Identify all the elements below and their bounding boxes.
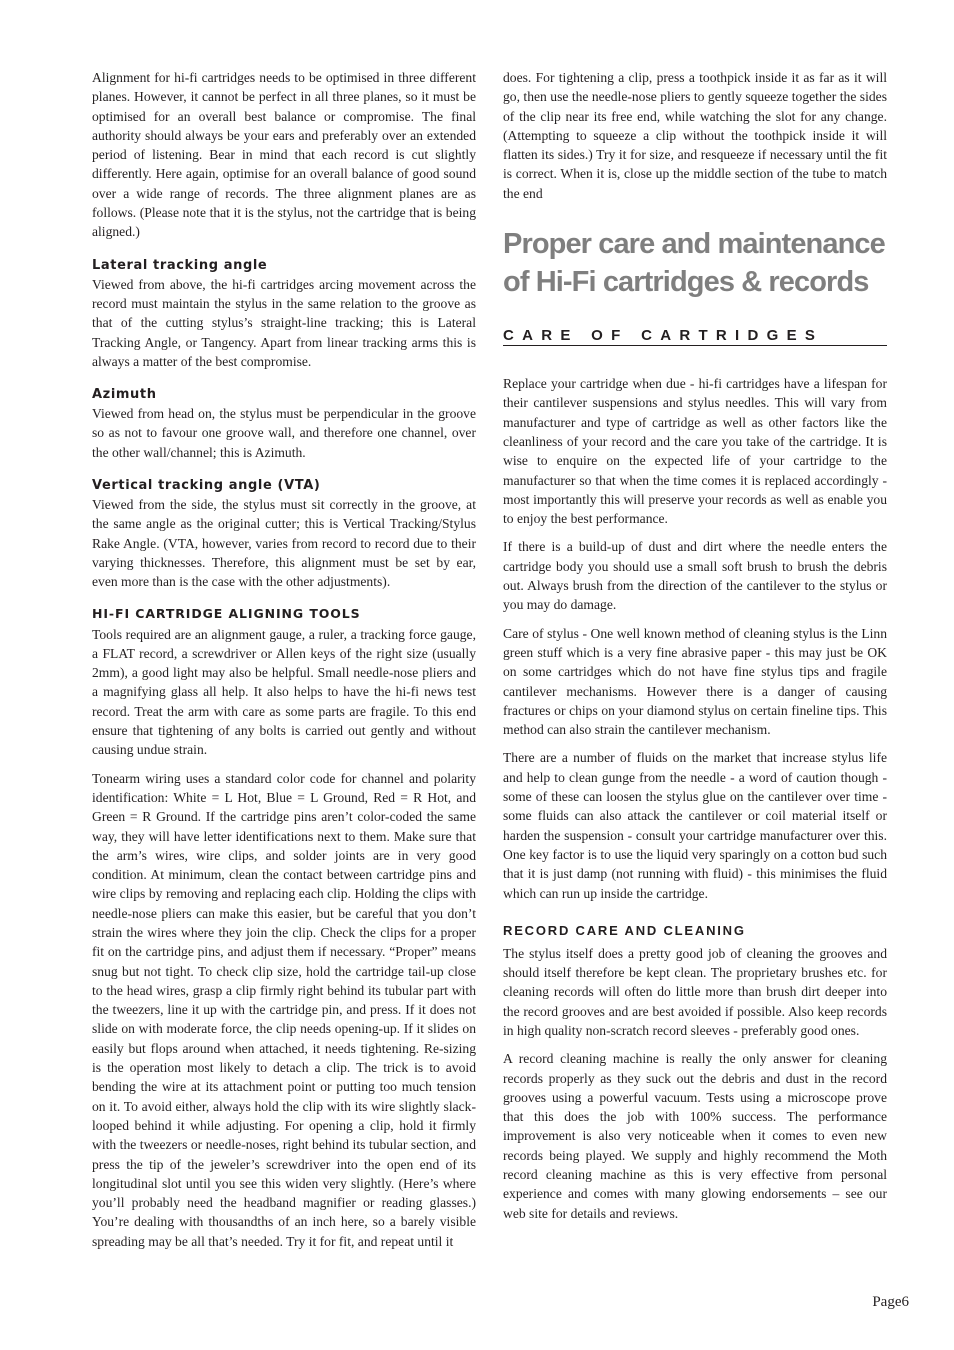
azimuth-paragraph: Viewed from head on, the stylus must be perpendicular in the groove so as not to favour one groove wall, and therefore one channel, over the other wall/channel; this is Azimuth. (92, 406, 476, 460)
record-paragraph-2: A record cleaning machine is really the only answer for cleaning records properly as they suck out the debris and dust in the record grooves using a powerful vacuum. Tests using a microscope prove that this does the job with 100% success. The performance improvement is also very noticeable when it comes to even new records being played. We supply and highly recommend the Moth record cleaning machine as this is very effective from personal experience and comes with many glowing endorsements – see our web site for details and reviews. (503, 1051, 887, 1221)
tools-paragraph: Tools required are an alignment gauge, a ruler, a tracking force gauge, a FLAT record, a screwdriver or Allen keys of the right size (usually 2mm), a good light may also be helpful. Small needle-nose pliers and a magnifying glass all help. It also helps to have the hi-fi news test record. Treat the arm with care as some parts are fragile. To this end ensure that tightening of any bolts is carried out gently and without causing undue strain. (92, 626, 476, 758)
care-paragraph-4: There are a number of fluids on the market that increase stylus life and help to clean gunge from the needle - a word of caution though - some of these can loosen the stylus glue on the cantilever over time - some fluids can also attack the cantilever or coil material itself or harden the suspension - consult your cartridge manufacturer over this. One key factor is to use the liquid very sparingly on a cotton bud such that it is just damp (not running with fluid) - this minimises the fluid which can run up inside the cartridge. (503, 750, 887, 901)
right-column (503, 68, 887, 1232)
intro-paragraph: Alignment for hi-fi cartridges needs to be optimised in three different planes. However, it cannot be perfect in all three planes, so it must be optimised for an overall best balance or compromise. The final authority should always be your ears and preferably over an extended period of listening. Bear in mind that each record is cut slightly differently. Here again, optimise for an overall balance of good sound over a wide range of records. The three alignment planes are as follows. (Please note that it is the stylus, not the cartridge that is being aligned.) (92, 70, 476, 240)
wiring-paragraph: Tonearm wiring uses a standard color code for channel and polarity identification: White = L Hot, Blue = L Ground, Red = R Hot, and Green = R Ground. If the cartridge pins aren’t color-coded the same way, they will have letter identifications next to them. Make sure that the arm’s wires, wire clips, and solder joints are in very good condition. At minimum, clean the contact between cartridge pins and wire clips by removing and replacing each clip. Holding the clips with needle-nose pliers can make this easier, but be careful that you don’t strain the wires where they join the clip. Check the clips for a proper fit on the cartridge pins, and adjust them if necessary. “Proper” means snug but not tight. To check clip size, hold the cartridge tail-up close to the head wires, grasp a clip firmly right behind its tubular part with the tweezers, line it up with the cartridge pin, and press. If it does not slide on with moderate force, the clip needs opening-up. If it slides on easily but flops around when attached, it needs tightening. Re-sizing is the operation most likely to detach a clip. The trick is to avoid bending the wire at its attachment point or putting too much tension on it. To avoid either, always hold the clip with its wire slightly slack-looped behind it while adjusting. For opening a clip, hold it firmly with the tweezers or needle-noses, right behind its tubular section, and press the tip of the jeweler’s screwdriver into the open end of its longitudinal slot until you see this widen very slightly. (Here’s where you’ll probably need the headband magnifier or reading glasses.) You’re dealing with thousandths of an inch here, so a barely visible spreading may be all that’s needed. Try it for fit, and repeat until it (92, 770, 476, 1249)
vta-heading: Vertical tracking angle (VTA) (92, 478, 321, 494)
care-paragraph-2: If there is a build-up of dust and dirt where the needle enters the cartridge body you should use a small soft brush to brush the debris out. Always brush from the direction of the cantilever to the stylus or you may do damage. (503, 539, 887, 613)
section-title: Proper care and maintenance of Hi-Fi cartridges & records (503, 228, 885, 299)
record-paragraph-1: The stylus itself does a pretty good job of cleaning the grooves and should itself therefore be kept clean. The proprietary brushes etc. for cleaning records will often do little more than brush dirt deeper into the record grooves and are best avoided if possible. Also keep records in high quality non-scratch record sleeves - preferably good ones. (503, 945, 887, 1038)
record-heading: RECORD CARE AND CLEANING (503, 922, 746, 938)
care-paragraph-1: Replace your cartridge when due - hi-fi cartridges have a lifespan for their cantilever suspensions and stylus needles. This will vary from manufacturer and type of cartridge as well as other factors like the cleanliness of your record and the care you take of the cartridge. It is wise to enquire on the expected life of your cartridge to the manufacturer so that when the time comes it is replaced accordingly - most importantly this will preserve your records as well as enable you to enjoy the best performance. (503, 376, 887, 527)
tools-heading: HI-FI CARTRIDGE ALIGNING TOOLS (92, 605, 361, 621)
page-number: Page6 (872, 1294, 909, 1310)
azimuth-heading: Azimuth (92, 387, 157, 403)
left-column (92, 68, 476, 1260)
lateral-paragraph: Viewed from above, the hi-fi cartridges arcing movement across the record must maintain the stylus in the same relation to the groove as that of the cutting stylus’s straight-line tracking; this is Lateral Tracking Angle, or Tangency. Apart from linear tracking arms this is always a matter of the best compromise. (92, 276, 476, 369)
lateral-heading: Lateral tracking angle (92, 257, 268, 273)
care-paragraph-3: Care of stylus - One well known method of cleaning stylus is the Linn green stuff which is a very fine abrasive paper - this may just be OK on some cartridges which do not have fine stylus tips and fragile cantilever mechanisms. However there is a danger of causing fractures or chips on your diamond stylus on certain fineline tips. This method can also strain the cantilever mechanism. (503, 625, 887, 738)
continued-paragraph: does. For tightening a clip, press a toothpick inside it as far as it will go, then use the needle-nose pliers to gently squeeze together the sides of the clip near its free end, while watching the slot for any change. (Attempting to squeeze a clip without the toothpick inside it will flatten its sides.) Try it for size, and resqueeze if necessary until the fit is correct. When it is, close up the middle section of the tube to match the end (503, 70, 887, 201)
care-heading: CARE OF CARTRIDGES (503, 327, 887, 346)
vta-paragraph: Viewed from the side, the stylus must sit correctly in the groove, at the same angle as the original cutter; this is Vertical Tracking/Stylus Rake Angle. (VTA, however, varies from record to record due to their varying thicknesses. Therefore, this alignment must be set by ear, even more than is the case with the other adjustments). (92, 497, 476, 590)
